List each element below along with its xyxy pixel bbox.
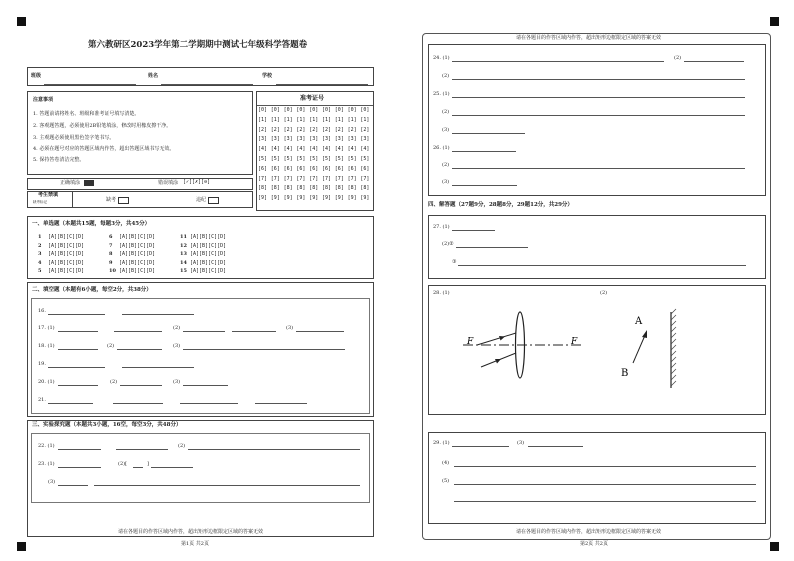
mcq-options[interactable]: [A][B][C][D] (190, 251, 227, 258)
section1-title: 一、单选题（本题共15题，每题3分，共45分） (32, 221, 151, 227)
mcq-number: 1 (38, 234, 42, 240)
mcq-options[interactable]: [A][B][C][D] (48, 234, 85, 240)
exam-id-bubble[interactable]: [1] (283, 116, 293, 123)
mcq-number: 6 (109, 234, 113, 240)
note-item: 4. 必须在题号对应的答题区域内作答，超出答题区域书写无效。 (33, 146, 175, 152)
mcq-number: 12 (180, 242, 187, 249)
exam-id-bubble[interactable]: [1] (258, 116, 268, 123)
exam-id-bubble[interactable]: [8] (322, 185, 332, 192)
q26-label: 26. (1) (433, 145, 450, 151)
status-sub: 缺考标记 (33, 200, 47, 204)
mcq-number: 5 (38, 268, 42, 275)
answer-line[interactable] (454, 484, 756, 485)
absent-label: 缺考 (106, 197, 117, 203)
answer-line[interactable] (48, 314, 105, 315)
answer-line[interactable] (122, 314, 194, 315)
q27-2-label: (2)② (442, 241, 454, 247)
exam-id-bubble[interactable]: [3] (360, 136, 370, 143)
violation-label: 违纪 (196, 197, 207, 203)
exam-id-bubble[interactable]: [5] (334, 156, 344, 162)
exam-id-bubble[interactable]: [6] (258, 165, 268, 172)
q20-2-label: (2) (110, 379, 118, 385)
section2-inner (31, 298, 370, 414)
mcq-grid[interactable] (38, 235, 268, 279)
exam-id-bubble[interactable]: [1] (347, 116, 357, 123)
page-number-1: 第1页 共2页 (181, 541, 209, 547)
notes-heading: 注意事项 (33, 97, 54, 103)
mcq-number: 15 (180, 268, 187, 275)
corner-mark-bottom-right (770, 542, 779, 551)
exam-id-bubble[interactable]: [3] (296, 136, 306, 143)
mcq-number: 10 (109, 268, 116, 275)
answer-line[interactable] (454, 501, 756, 502)
q25-3-label: (3) (442, 127, 450, 133)
exam-id-bubble[interactable]: [0] (283, 107, 293, 113)
q22-2-label: (2) (178, 443, 186, 449)
exam-id-bubble[interactable]: [6] (334, 165, 344, 172)
corner-mark-bottom-left (17, 542, 26, 551)
name-field[interactable] (161, 84, 253, 85)
answer-line[interactable] (48, 403, 93, 404)
exam-id-bubble[interactable]: [6] (347, 165, 357, 172)
q26-2-label: (2) (442, 162, 450, 168)
exam-id-bubble[interactable]: [3] (283, 136, 293, 143)
exam-id-bubble[interactable]: [4] (360, 146, 370, 153)
exam-id-bubble[interactable]: [0] (309, 107, 319, 113)
q18-label: 18. (1) (38, 343, 55, 349)
q25-label: 25. (1) (433, 91, 450, 97)
exam-id-bubble[interactable]: [1] (322, 116, 332, 123)
mcq-number: 11 (180, 234, 187, 240)
exam-id-bubble[interactable]: [7] (334, 175, 344, 182)
answer-line[interactable] (452, 151, 516, 152)
answer-line[interactable] (58, 385, 98, 386)
q29-4-label: (4) (442, 460, 450, 466)
answer-line[interactable] (528, 446, 583, 447)
exam-id-bubble[interactable]: [4] (270, 146, 280, 153)
q29-label: 29. (1) (433, 440, 450, 446)
answer-line[interactable] (452, 185, 517, 186)
exam-id-heading: 准考证号 (300, 95, 325, 102)
exam-id-bubble[interactable]: [9] (322, 195, 332, 202)
answer-line[interactable] (122, 367, 194, 368)
status-title: 考生禁填 (38, 192, 59, 198)
mcq-options[interactable]: [A][B][C][D] (190, 234, 227, 240)
q25-2-label: (2) (442, 109, 450, 115)
q29-5-label: (5) (442, 478, 450, 484)
answer-line[interactable] (458, 265, 746, 266)
correct-fill-mark (84, 180, 94, 186)
answer-line[interactable] (452, 133, 525, 134)
answer-line[interactable] (183, 331, 225, 332)
answer-line[interactable] (684, 61, 744, 62)
exam-id-bubble[interactable]: [5] (283, 156, 293, 162)
exam-id-bubble[interactable]: [6] (296, 165, 306, 172)
lens-focus-left: F (467, 337, 474, 347)
answer-line[interactable] (133, 467, 143, 468)
exam-id-bubble[interactable]: [6] (322, 165, 332, 172)
answer-line[interactable] (48, 367, 105, 368)
mcq-options[interactable]: [A][B][C][D] (119, 251, 156, 258)
exam-id-bubble[interactable]: [9] (309, 195, 319, 202)
wrong-fill-label: 错误填涂 (158, 180, 179, 186)
mcq-number: 8 (109, 251, 113, 258)
lens-diagram (455, 305, 595, 385)
exam-id-bubble[interactable]: [7] (283, 175, 293, 182)
mcq-options[interactable]: [A][B][C][D] (119, 268, 156, 275)
q24-2b-label: (2) (442, 73, 450, 79)
answer-line[interactable] (117, 349, 162, 350)
exam-id-bubble[interactable]: [4] (309, 146, 319, 153)
correct-fill-label: 正确填涂 (60, 180, 81, 186)
class-field[interactable] (44, 84, 136, 85)
q22-label: 22. (1) (38, 443, 55, 449)
mcq-options[interactable]: [A][B][C][D] (119, 234, 156, 240)
q17-3-label: (3) (286, 325, 294, 331)
exam-id-bubble[interactable]: [3] (334, 136, 344, 143)
exam-id-bubble[interactable]: [4] (322, 146, 332, 153)
q23-label: 23. (1) (38, 461, 55, 467)
exam-id-bubble[interactable]: [4] (334, 146, 344, 153)
exam-id-bubble[interactable]: [5] (347, 156, 357, 162)
exam-id-bubble[interactable]: [5] (309, 156, 319, 162)
mcq-options[interactable]: [A][B][C][D] (119, 259, 156, 266)
exam-id-bubble[interactable]: [1] (309, 116, 319, 123)
exam-id-bubble[interactable]: [0] (270, 107, 280, 113)
exam-id-bubble[interactable]: [2] (283, 126, 293, 133)
note-item: 2. 客观题答题，必须使用2B铅笔填涂，修改时用橡皮擦干净。 (33, 123, 172, 129)
answer-line[interactable] (296, 331, 344, 332)
mcq-options[interactable]: [A][B][C][D] (48, 268, 85, 275)
exam-id-grid[interactable] (258, 108, 374, 208)
q18-3-label: (3) (173, 343, 181, 349)
q20-label: 20. (1) (38, 379, 55, 385)
q18-2-label: (2) (107, 343, 115, 349)
answer-line[interactable] (452, 97, 745, 98)
status-box (27, 191, 253, 208)
q24-label: 24. (1) (433, 55, 450, 61)
exam-id-bubble[interactable]: [3] (258, 136, 268, 143)
note-item: 5. 保持答卷清洁完整。 (33, 157, 85, 163)
q23-3-label: (3) (48, 479, 56, 485)
exam-id-bubble[interactable]: [8] (296, 185, 306, 192)
mirror-point-b: B (621, 368, 629, 379)
exam-id-bubble[interactable]: [1] (334, 116, 344, 123)
answer-line[interactable] (452, 61, 664, 62)
page-number-2: 第2页 共2页 (580, 541, 608, 547)
mcq-number: 3 (38, 251, 42, 258)
exam-id-bubble[interactable]: [4] (258, 146, 268, 153)
exam-id-bubble[interactable]: [3] (270, 136, 280, 143)
q23-2-bracket: ] (147, 461, 149, 467)
exam-id-bubble[interactable]: [2] (322, 126, 332, 133)
q29-3-label: (3) (517, 440, 525, 446)
exam-id-bubble[interactable]: [6] (270, 165, 280, 172)
q16-label: 16. (38, 308, 46, 314)
note-item: 1. 答题前请将姓名、班级和准考证号填写清楚。 (33, 111, 140, 117)
status-divider (72, 191, 73, 208)
exam-id-bubble[interactable]: [7] (296, 175, 306, 182)
exam-id-bubble[interactable]: [2] (334, 126, 344, 133)
exam-id-bubble[interactable]: [3] (347, 136, 357, 143)
exam-id-bubble[interactable]: [2] (270, 126, 280, 133)
name-label: 姓名 (148, 73, 159, 79)
mcq-options[interactable]: [A][B][C][D] (119, 242, 156, 249)
section2-title: 二、填空题（本题有6小题，每空2分，共38分） (32, 287, 152, 293)
q27-3-label: ③ (452, 259, 457, 265)
exam-id-bubble[interactable]: [7] (347, 175, 357, 182)
exam-id-bubble[interactable]: [2] (309, 126, 319, 133)
exam-id-bubble[interactable]: [8] (270, 185, 280, 192)
exam-id-bubble[interactable]: [6] (309, 165, 319, 172)
q28-label: 28. (1) (433, 290, 450, 296)
q27-label: 27. (1) (433, 224, 450, 230)
answer-line[interactable] (114, 331, 162, 332)
answer-line[interactable] (454, 466, 756, 467)
mcq-number: 2 (38, 242, 42, 249)
section3-title: 三、实验探究题（本题共3小题，16空，每空3分，共48分） (32, 422, 182, 428)
exam-id-bubble[interactable]: [0] (258, 107, 268, 113)
mcq-options[interactable]: [A][B][C][D] (190, 268, 227, 275)
q19-label: 19. (38, 361, 46, 367)
mcq-number: 7 (109, 242, 113, 249)
section4-title: 四、解答题（27题9分，28题8分，29题12分，共29分） (428, 202, 573, 208)
q17-label: 17. (1) (38, 325, 55, 331)
exam-id-bubble[interactable]: [4] (283, 146, 293, 153)
violation-checkbox[interactable] (208, 197, 219, 204)
exam-id-bubble[interactable]: [2] (360, 126, 370, 133)
exam-id-bubble[interactable]: [1] (296, 116, 306, 123)
answer-line[interactable] (188, 449, 360, 450)
exam-id-bubble[interactable]: [2] (296, 126, 306, 133)
answer-line[interactable] (113, 403, 163, 404)
mirror-point-a: A (635, 316, 643, 327)
exam-id-bubble[interactable]: [5] (360, 156, 370, 162)
q17-2-label: (2) (173, 325, 181, 331)
footer-warning-left: 请在各题目的作答区域内作答，超出矩形边框限定区域的答案无效 (118, 529, 264, 535)
wrong-fill-marks: [✓][✗][⊖] (183, 179, 211, 185)
exam-id-bubble[interactable]: [7] (270, 175, 280, 182)
answer-line[interactable] (255, 403, 307, 404)
mcq-number: 13 (180, 251, 187, 258)
school-label: 学校 (262, 73, 273, 79)
exam-id-bubble[interactable]: [1] (360, 116, 370, 123)
mcq-options[interactable]: [A][B][C][D] (48, 259, 85, 266)
exam-id-bubble[interactable]: [9] (334, 195, 344, 202)
page-title: 第六教研区2023学年第二学期期中测试七年级科学答题卷 (88, 40, 308, 50)
answer-line[interactable] (452, 446, 509, 447)
lens-focus-right: F (571, 337, 578, 347)
exam-id-bubble[interactable]: [6] (360, 165, 370, 172)
answer-line[interactable] (183, 349, 345, 350)
mcq-number: 4 (38, 259, 42, 266)
answer-line[interactable] (94, 485, 360, 486)
mirror-diagram (615, 308, 685, 390)
exam-id-bubble[interactable]: [1] (270, 116, 280, 123)
exam-id-bubble[interactable]: [9] (347, 195, 357, 202)
exam-id-bubble[interactable]: [9] (283, 195, 293, 202)
note-item: 3. 主观题必须使用黑色签字笔书写。 (33, 135, 115, 141)
q20-3-label: (3) (173, 379, 181, 385)
answer-line[interactable] (58, 349, 98, 350)
exam-id-bubble[interactable]: [0] (347, 107, 357, 113)
exam-id-bubble[interactable]: [8] (347, 185, 357, 192)
answer-line[interactable] (120, 385, 162, 386)
exam-id-bubble[interactable]: [0] (322, 107, 332, 113)
q24-2-label: (2) (674, 55, 682, 61)
section3-inner (31, 433, 370, 503)
mcq-options[interactable]: [A][B][C][D] (48, 251, 85, 258)
exam-id-bubble[interactable]: [8] (360, 185, 370, 192)
answer-line[interactable] (452, 230, 495, 231)
answer-line[interactable] (452, 79, 745, 80)
exam-id-bubble[interactable]: [9] (270, 195, 280, 202)
answer-line[interactable] (232, 331, 276, 332)
exam-id-bubble[interactable]: [4] (296, 146, 306, 153)
mcq-options[interactable]: [A][B][C][D] (190, 259, 227, 266)
absent-checkbox[interactable] (118, 197, 129, 204)
exam-id-bubble[interactable]: [3] (322, 136, 332, 143)
exam-id-bubble[interactable]: [7] (258, 175, 268, 182)
corner-mark-top-right (770, 17, 779, 26)
answer-line[interactable] (58, 485, 88, 486)
exam-id-bubble[interactable]: [0] (360, 107, 370, 113)
q26-3-label: (3) (442, 179, 450, 185)
exam-id-bubble[interactable]: [8] (283, 185, 293, 192)
answer-line[interactable] (58, 449, 101, 450)
exam-id-bubble[interactable]: [7] (322, 175, 332, 182)
answer-line[interactable] (183, 385, 228, 386)
exam-id-bubble[interactable]: [9] (296, 195, 306, 202)
exam-id-bubble[interactable]: [2] (258, 126, 268, 133)
exam-id-bubble[interactable]: [0] (334, 107, 344, 113)
exam-id-bubble[interactable]: [5] (322, 156, 332, 162)
answer-line[interactable] (180, 403, 238, 404)
exam-id-bubble[interactable]: [5] (296, 156, 306, 162)
exam-id-bubble[interactable]: [2] (347, 126, 357, 133)
class-label: 班级 (31, 73, 42, 79)
exam-id-bubble[interactable]: [6] (283, 165, 293, 172)
exam-id-bubble[interactable]: [3] (309, 136, 319, 143)
exam-id-bubble[interactable]: [8] (309, 185, 319, 192)
q28-2-label: (2) (600, 290, 608, 296)
mcq-options[interactable]: [A][B][C][D] (190, 242, 227, 249)
answer-line[interactable] (452, 115, 745, 116)
mcq-options[interactable]: [A][B][C][D] (48, 242, 85, 249)
corner-mark-top-left (17, 17, 26, 26)
mcq-number: 14 (180, 259, 187, 266)
exam-id-bubble[interactable]: [7] (360, 175, 370, 182)
q24-26-box (428, 44, 766, 196)
exam-id-bubble[interactable]: [7] (309, 175, 319, 182)
answer-line[interactable] (151, 467, 193, 468)
school-field[interactable] (276, 84, 368, 85)
exam-id-bubble[interactable]: [5] (270, 156, 280, 162)
exam-id-bubble[interactable]: [5] (258, 156, 268, 162)
footer-warning-right: 请在各题目的作答区域内作答，超出矩形边框限定区域的答案无效 (516, 529, 662, 535)
answer-line[interactable] (452, 168, 745, 169)
q23-2-label: (2)[ (118, 461, 128, 467)
exam-id-bubble[interactable]: [9] (258, 195, 268, 202)
exam-id-bubble[interactable]: [4] (347, 146, 357, 153)
exam-id-divider (257, 105, 373, 106)
exam-id-bubble[interactable]: [9] (360, 195, 370, 202)
q21-label: 21. (38, 397, 46, 403)
header-warning-right: 请在各题目的作答区域内作答，超出矩形边框限定区域的答案无效 (516, 35, 662, 41)
answer-line[interactable] (58, 331, 98, 332)
mcq-number: 9 (109, 259, 113, 266)
exam-id-bubble[interactable]: [0] (296, 107, 306, 113)
answer-line[interactable] (58, 467, 101, 468)
answer-line[interactable] (456, 247, 528, 248)
exam-id-bubble[interactable]: [8] (334, 185, 344, 192)
answer-line[interactable] (116, 449, 168, 450)
exam-id-bubble[interactable]: [8] (258, 185, 268, 192)
